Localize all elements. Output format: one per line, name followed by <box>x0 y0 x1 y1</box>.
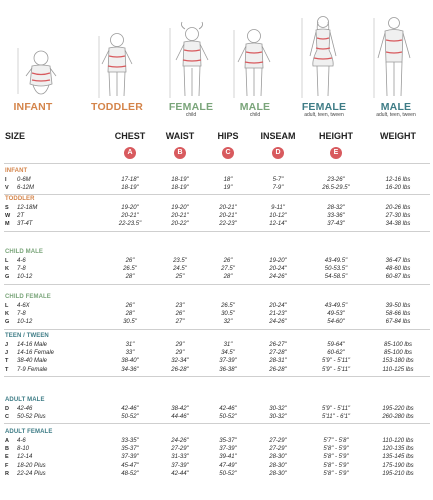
cell-weight: 67-84 lbs <box>385 319 411 326</box>
row-code: A <box>5 438 9 444</box>
cell-inseam: 10-12" <box>269 213 287 220</box>
cell-waist: 23" <box>175 303 185 309</box>
cell-waist: 37-39" <box>171 462 189 469</box>
cell-chest: 26" <box>125 258 135 264</box>
row-size: 42-46 <box>17 406 33 412</box>
row-code: I <box>5 177 7 183</box>
row-size: 22-24 Plus <box>17 470 46 477</box>
section-divider <box>4 423 430 424</box>
row-code: F <box>5 462 9 469</box>
category-sublabel: adult, teen, tween <box>304 112 344 118</box>
cell-inseam: 9-11" <box>271 205 285 211</box>
cell-weight: 85-100 lbs <box>383 342 413 348</box>
cell-inseam: 27-29" <box>269 438 287 444</box>
row-code: V <box>5 185 9 192</box>
row-size: 3T-4T <box>17 221 33 228</box>
cell-waist: 20-21" <box>171 213 189 220</box>
cell-waist: 20-22" <box>171 221 189 228</box>
category-infant <box>2 101 64 113</box>
cell-chest: 28" <box>125 311 135 318</box>
cell-hips: 26" <box>223 258 233 264</box>
section-divider <box>4 231 430 232</box>
cell-weight: 110-125 lbs <box>382 366 414 373</box>
cell-chest: 28" <box>125 274 135 281</box>
cell-chest: 38-40" <box>121 358 139 365</box>
cell-weight: 20-26 lbs <box>385 205 411 211</box>
column-header-inseam: INSEAM <box>260 131 296 141</box>
category-sublabel: adult, teen, tween <box>376 112 416 118</box>
cell-chest: 33" <box>125 350 135 357</box>
toddler-figure-icon <box>85 10 147 102</box>
cell-height: 43-49.5" <box>324 303 348 309</box>
cell-height: 37-43" <box>327 221 345 228</box>
cell-waist: 24-26" <box>171 438 189 444</box>
cell-hips: 37-39" <box>219 358 237 365</box>
section-title: CHILD FEMALE <box>5 294 51 300</box>
cell-height: 54-58.5" <box>324 274 348 281</box>
column-header-hips: HIPS <box>217 131 239 141</box>
row-code: J <box>5 350 9 357</box>
cell-weight: 120-135 lbs <box>382 446 414 453</box>
infant-figure-icon <box>8 10 70 102</box>
cell-weight: 39-50 lbs <box>385 303 411 309</box>
cell-hips: 47-49" <box>219 462 237 469</box>
row-code: K <box>5 266 9 273</box>
section-title: INFANT <box>5 168 28 174</box>
cell-chest: 37-39" <box>121 454 139 461</box>
cell-waist: 32-34" <box>171 358 189 365</box>
row-size: 8-10 <box>17 446 30 453</box>
cell-chest: 26.5" <box>123 266 137 273</box>
boy-figure-icon <box>222 10 284 102</box>
cell-height: 5'9" - 5'11" <box>321 358 351 365</box>
cell-height: 50-53.5" <box>324 266 348 273</box>
cell-inseam: 26-28" <box>269 366 287 373</box>
badge-b: B <box>174 147 186 159</box>
section-title: ADULT FEMALE <box>5 429 53 435</box>
cell-height: 5'9" - 5'11" <box>321 406 351 412</box>
category-toddler <box>76 101 158 113</box>
category-label: TODDLER <box>91 101 143 113</box>
cell-waist: 38-42" <box>171 406 189 412</box>
cell-hips: 28" <box>223 274 233 281</box>
cell-inseam: 28-31" <box>269 358 287 365</box>
row-size: 0-6M <box>17 177 31 183</box>
row-size: 2T <box>17 213 25 220</box>
woman-figure-icon <box>292 10 354 102</box>
cell-inseam: 28-30" <box>269 470 287 477</box>
cell-height: 5'9" - 5'11" <box>321 366 351 373</box>
cell-height: 5'8" - 5'9" <box>323 446 349 453</box>
cell-hips: 19" <box>223 185 233 192</box>
cell-hips: 30.5" <box>221 311 235 318</box>
row-code: B <box>5 446 9 453</box>
cell-inseam: 20-24" <box>269 303 287 309</box>
cell-chest: 31" <box>125 342 135 348</box>
cell-chest: 50-52" <box>121 414 139 421</box>
cell-hips: 20-21" <box>219 205 237 211</box>
cell-waist: 29" <box>175 342 185 348</box>
cell-inseam: 20-24" <box>269 266 287 273</box>
row-size: 7-9 Female <box>17 366 48 373</box>
category-label: MALE <box>380 101 412 113</box>
cell-hips: 22-23" <box>219 221 237 228</box>
cell-hips: 18" <box>223 177 233 183</box>
cell-chest: 18-19" <box>121 185 139 192</box>
cell-weight: 36-47 lbs <box>385 258 411 264</box>
cell-inseam: 5-7" <box>272 177 284 183</box>
cell-weight: 153-180 lbs <box>382 358 414 365</box>
cell-hips: 37-39" <box>219 446 237 453</box>
cell-weight: 85-100 lbs <box>383 350 413 357</box>
cell-weight: 27-30 lbs <box>385 213 411 220</box>
cell-chest: 30.5" <box>123 319 137 326</box>
cell-height: 5'8" - 5'9" <box>323 462 349 469</box>
row-size: 4-6 <box>17 438 26 444</box>
row-size: 4-6 <box>17 258 26 264</box>
cell-inseam: 7-9" <box>272 185 284 192</box>
cell-waist: 18-19" <box>171 185 189 192</box>
cell-weight: 16-20 lbs <box>385 185 411 192</box>
category-label: FEMALE <box>168 101 214 113</box>
row-code: T <box>5 366 9 373</box>
row-code: D <box>5 406 9 412</box>
cell-chest: 34-36" <box>121 366 139 373</box>
row-code: R <box>5 470 9 477</box>
category-male-adult <box>362 101 430 118</box>
column-header-weight: WEIGHT <box>380 131 416 141</box>
cell-height: 49-53" <box>327 311 345 318</box>
man-figure-icon <box>362 10 424 102</box>
cell-inseam: 24-26" <box>269 319 287 326</box>
category-label: INFANT <box>13 101 53 113</box>
cell-inseam: 27-29" <box>269 446 287 453</box>
row-code: W <box>5 213 11 220</box>
row-size: 4-6X <box>17 303 30 309</box>
cell-waist: 23.5" <box>173 258 187 264</box>
girl-figure-icon <box>160 10 222 102</box>
row-size: 10-12 <box>17 274 33 281</box>
row-code: L <box>5 303 9 309</box>
cell-weight: 175-190 lbs <box>382 462 414 469</box>
cell-waist: 19-20" <box>171 205 189 211</box>
cell-inseam: 12-14" <box>269 221 287 228</box>
row-code: T <box>5 358 9 365</box>
cell-chest: 22-23.5" <box>118 221 142 228</box>
column-header-waist: WAIST <box>165 131 195 141</box>
section-divider <box>4 329 430 330</box>
table-row <box>0 413 433 422</box>
cell-height: 59-64" <box>327 342 345 348</box>
cell-inseam: 30-32" <box>269 406 287 412</box>
cell-weight: 48-60 lbs <box>385 266 411 273</box>
category-sublabel: child <box>249 112 261 118</box>
row-size: 10-12 <box>17 319 33 326</box>
cell-hips: 34.5" <box>221 350 235 357</box>
cell-hips: 27.5" <box>221 266 235 273</box>
table-row <box>0 470 433 479</box>
row-size: 50-52 Plus <box>17 414 46 421</box>
cell-chest: 48-52" <box>121 470 139 477</box>
category-female-child <box>160 101 222 118</box>
section-title: TEEN / TWEEN <box>5 333 49 339</box>
row-size: 18-20 Plus <box>17 462 46 469</box>
cell-chest: 33-35" <box>121 438 139 444</box>
cell-hips: 20-21" <box>219 213 237 220</box>
table-row <box>0 366 433 375</box>
row-size: 38-40 Male <box>17 358 48 365</box>
cell-chest: 20-21" <box>121 213 139 220</box>
cell-weight: 58-66 lbs <box>385 311 411 318</box>
cell-weight: 195-210 lbs <box>382 470 414 477</box>
badge-a: A <box>124 147 136 159</box>
row-size: 14-16 Female <box>17 350 55 357</box>
cell-inseam: 21-23" <box>269 311 287 318</box>
cell-weight: 34-38 lbs <box>385 221 411 228</box>
row-code: J <box>5 342 9 348</box>
cell-hips: 50-52" <box>219 470 237 477</box>
cell-waist: 27-29" <box>171 446 189 453</box>
cell-hips: 31" <box>223 342 233 348</box>
row-code: E <box>5 454 9 461</box>
cell-waist: 25" <box>175 274 185 281</box>
table-row <box>0 220 433 229</box>
section-divider <box>4 376 430 377</box>
table-row <box>0 273 433 282</box>
cell-height: 23-26" <box>327 177 345 183</box>
cell-chest: 35-37" <box>121 446 139 453</box>
cell-chest: 45-47" <box>121 462 139 469</box>
row-size: 12-14 <box>17 454 33 461</box>
cell-hips: 50-52" <box>219 414 237 421</box>
cell-hips: 39-41" <box>219 454 237 461</box>
section-divider <box>4 284 430 285</box>
section-title: CHILD MALE <box>5 249 43 255</box>
badge-c: C <box>222 147 234 159</box>
table-row <box>0 318 433 327</box>
row-code: M <box>5 221 10 228</box>
category-sublabel: child <box>185 112 197 118</box>
badge-d: D <box>272 147 284 159</box>
row-code: G <box>5 319 10 326</box>
cell-inseam: 27-28" <box>269 350 287 357</box>
cell-height: 26.5-29.5" <box>322 185 350 192</box>
cell-hips: 35-37" <box>219 438 237 444</box>
column-header-height: HEIGHT <box>318 131 353 141</box>
column-header-chest: CHEST <box>114 131 146 141</box>
cell-waist: 31-33" <box>171 454 189 461</box>
cell-height: 60-62" <box>327 350 345 357</box>
cell-height: 5'8" - 5'9" <box>323 454 349 461</box>
cell-inseam: 26-27" <box>269 342 287 348</box>
cell-waist: 29" <box>175 350 185 357</box>
cell-inseam: 28-30" <box>269 462 287 469</box>
category-male-child <box>226 101 284 118</box>
row-code: K <box>5 311 9 318</box>
cell-weight: 135-145 lbs <box>382 454 414 461</box>
cell-hips: 26.5" <box>221 303 235 309</box>
cell-height: 28-32" <box>327 205 345 211</box>
cell-height: 54-60" <box>327 319 345 326</box>
row-code: S <box>5 205 9 211</box>
cell-height: 43-49.5" <box>324 258 348 264</box>
cell-hips: 42-46" <box>219 406 237 412</box>
cell-inseam: 19-20" <box>269 258 287 264</box>
category-label: FEMALE <box>301 101 347 113</box>
cell-waist: 24.5" <box>173 266 187 273</box>
cell-hips: 36-38" <box>219 366 237 373</box>
row-size: 7-8 <box>17 266 26 273</box>
cell-height: 5'11" - 6'1" <box>321 414 351 421</box>
column-header-size: SIZE <box>5 131 26 141</box>
row-size: 14-16 Male <box>17 342 48 348</box>
badge-e: E <box>330 147 342 159</box>
cell-waist: 44-46" <box>171 414 189 421</box>
category-label: MALE <box>239 101 271 113</box>
row-code: G <box>5 274 10 281</box>
cell-inseam: 28-30" <box>269 454 287 461</box>
row-size: 6-12M <box>17 185 35 192</box>
cell-height: 5'7" - 5'8" <box>323 438 349 444</box>
cell-chest: 17-18" <box>121 177 139 183</box>
row-size: 12-18M <box>17 205 38 211</box>
cell-height: 5'8" - 5'9" <box>323 470 349 477</box>
cell-weight: 60-87 lbs <box>385 274 411 281</box>
cell-chest: 42-46" <box>121 406 139 412</box>
row-size: 7-8 <box>17 311 26 318</box>
cell-weight: 260-280 lbs <box>382 414 414 421</box>
row-code: L <box>5 258 9 264</box>
row-code: C <box>5 414 9 421</box>
cell-height: 33-36" <box>327 213 345 220</box>
cell-waist: 27" <box>175 319 185 326</box>
section-title: TODDLER <box>5 196 35 202</box>
cell-waist: 18-19" <box>171 177 189 183</box>
cell-weight: 195-220 lbs <box>382 406 414 412</box>
section-divider <box>4 194 430 195</box>
cell-hips: 32" <box>223 319 233 326</box>
cell-weight: 12-16 lbs <box>385 177 411 183</box>
table-row <box>0 184 433 193</box>
section-title: ADULT MALE <box>5 397 45 403</box>
cell-weight: 110-120 lbs <box>382 438 414 444</box>
cell-waist: 42-44" <box>171 470 189 477</box>
cell-inseam: 30-32" <box>269 414 287 421</box>
header-divider <box>4 163 430 164</box>
cell-waist: 26-28" <box>171 366 189 373</box>
category-female-adult <box>288 101 360 118</box>
cell-chest: 26" <box>125 303 135 309</box>
cell-inseam: 24-26" <box>269 274 287 281</box>
cell-waist: 26" <box>175 311 185 318</box>
cell-chest: 19-20" <box>121 205 139 211</box>
